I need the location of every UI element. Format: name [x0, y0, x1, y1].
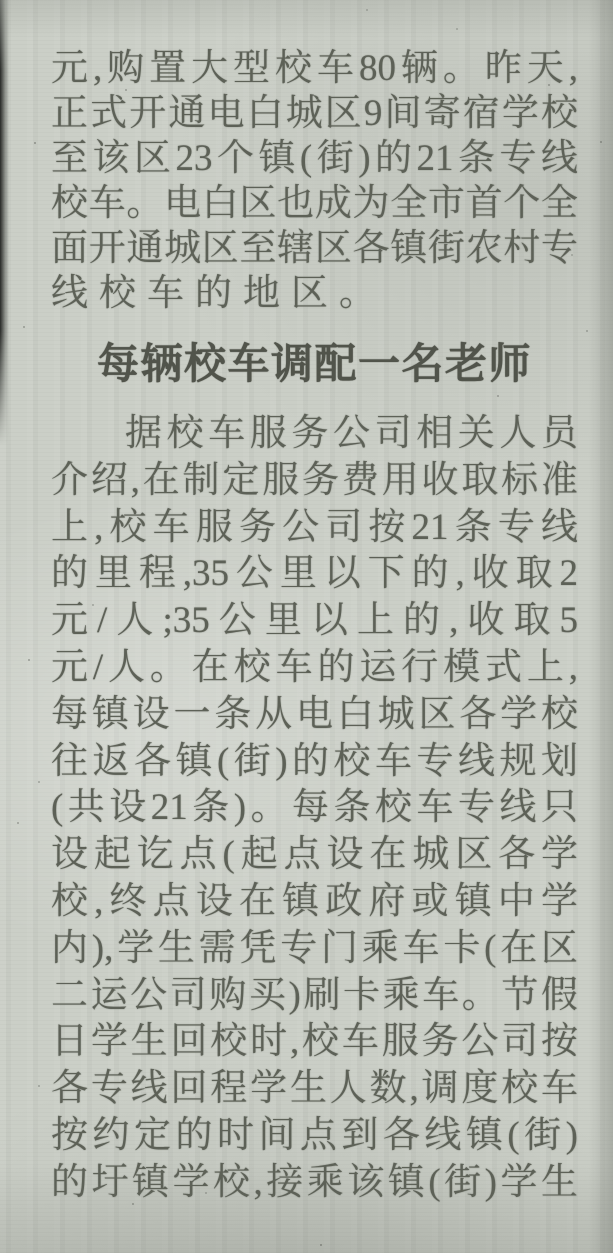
article-line: 元/人。在校车的运行模式上,	[51, 646, 578, 688]
article-line: 元/人;35公里以上的,收取5	[51, 600, 578, 642]
article-line: 每镇设一条从电白城区各学校	[51, 693, 578, 735]
photo-left-edge-shadow	[0, 0, 9, 445]
article-line: 据校车服务公司相关人员	[125, 413, 578, 454]
article-line: (共设21条)。每条校车专线只	[51, 787, 578, 829]
article-line: 二运公司购买)刷卡乘车。节假	[51, 974, 578, 1016]
article-line: 的里程,35公里以下的,收取2	[51, 553, 578, 595]
paragraph-2	[51, 411, 578, 1207]
article-line: 内),学生需凭专门乘车卡(在区	[51, 927, 578, 969]
article-line: 面开通城区至辖区各镇街农村专	[51, 228, 578, 269]
article-line: 日学生回校时,校车服务公司按	[51, 1021, 578, 1063]
article-line: 校车。电白区也成为全市首个全	[51, 183, 578, 224]
article-line: 正式开通电白城区9间寄宿学校	[51, 93, 578, 134]
article-line: 线校车的地区。	[51, 273, 387, 314]
article-line: 上,校车服务公司按21条专线	[51, 506, 578, 548]
article-line: 按约定的时间点到各线镇(街)	[51, 1114, 578, 1156]
article-line: 至该区23个镇(街)的21条专线	[51, 138, 578, 179]
article-line: 设起讫点(起点设在城区各学	[51, 834, 578, 876]
paper-dust-speckles	[0, 0, 2, 2]
article-line: 校,终点设在镇政府或镇中学	[51, 880, 578, 922]
article-line: 各专线回程学生人数,调度校车	[51, 1068, 578, 1110]
article-line: 元,购置大型校车80辆。昨天,	[51, 48, 578, 89]
article-column	[51, 46, 578, 1207]
article-line: 介绍,在制定服务费用收取标准	[51, 459, 578, 501]
section-heading: 每辆校车调配一名老师	[96, 340, 532, 387]
article-line: 的圩镇学校,接乘该镇(街)学生	[51, 1161, 578, 1203]
paragraph-1	[51, 46, 578, 316]
article-line: 往返各镇(街)的校车专线规划	[51, 740, 578, 782]
